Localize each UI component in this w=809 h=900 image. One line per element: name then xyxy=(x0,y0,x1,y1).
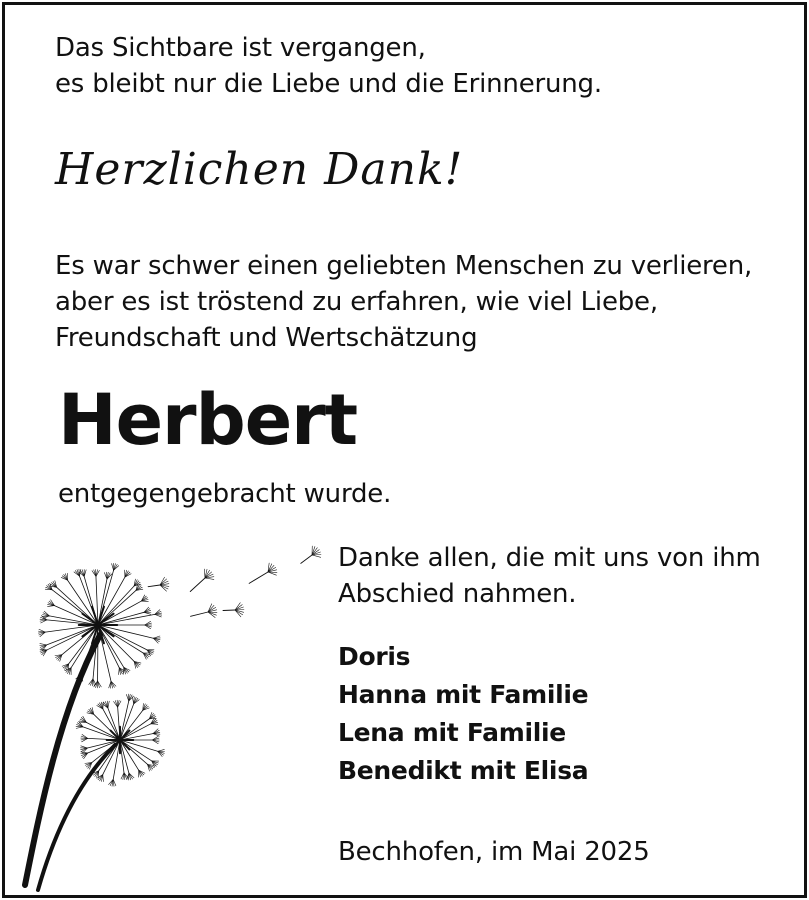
farewell-text xyxy=(338,540,761,612)
signer-name: Doris xyxy=(338,642,411,671)
thanks-heading: Herzlichen Dank! xyxy=(55,144,464,195)
deceased-name: Herbert xyxy=(58,379,358,461)
signer-name: Lena mit Familie xyxy=(338,718,566,747)
dandelion-icon xyxy=(20,540,340,892)
farewell-line-1: Danke allen, die mit uns von ihm xyxy=(338,543,761,573)
quote-line-1: Das Sichtbare ist vergangen, xyxy=(55,33,426,63)
signer-name: Benedikt mit Elisa xyxy=(338,756,589,785)
intro-line-3: Freundschaft und Wertschätzung xyxy=(55,323,478,353)
signers-list xyxy=(338,638,588,790)
intro-line-1: Es war schwer einen geliebten Menschen zu verlieren, xyxy=(55,251,753,281)
intro-text xyxy=(55,248,752,356)
after-name-text: entgegengebracht wurde. xyxy=(58,479,392,509)
opening-quote xyxy=(55,30,602,102)
farewell-line-2: Abschied nahmen. xyxy=(338,579,577,609)
place-and-date: Bechhofen, im Mai 2025 xyxy=(338,837,650,867)
quote-line-2: es bleibt nur die Liebe und die Erinnerung. xyxy=(55,69,602,99)
intro-line-2: aber es ist tröstend zu erfahren, wie viel Liebe, xyxy=(55,287,658,317)
signer-name: Hanna mit Familie xyxy=(338,680,589,709)
